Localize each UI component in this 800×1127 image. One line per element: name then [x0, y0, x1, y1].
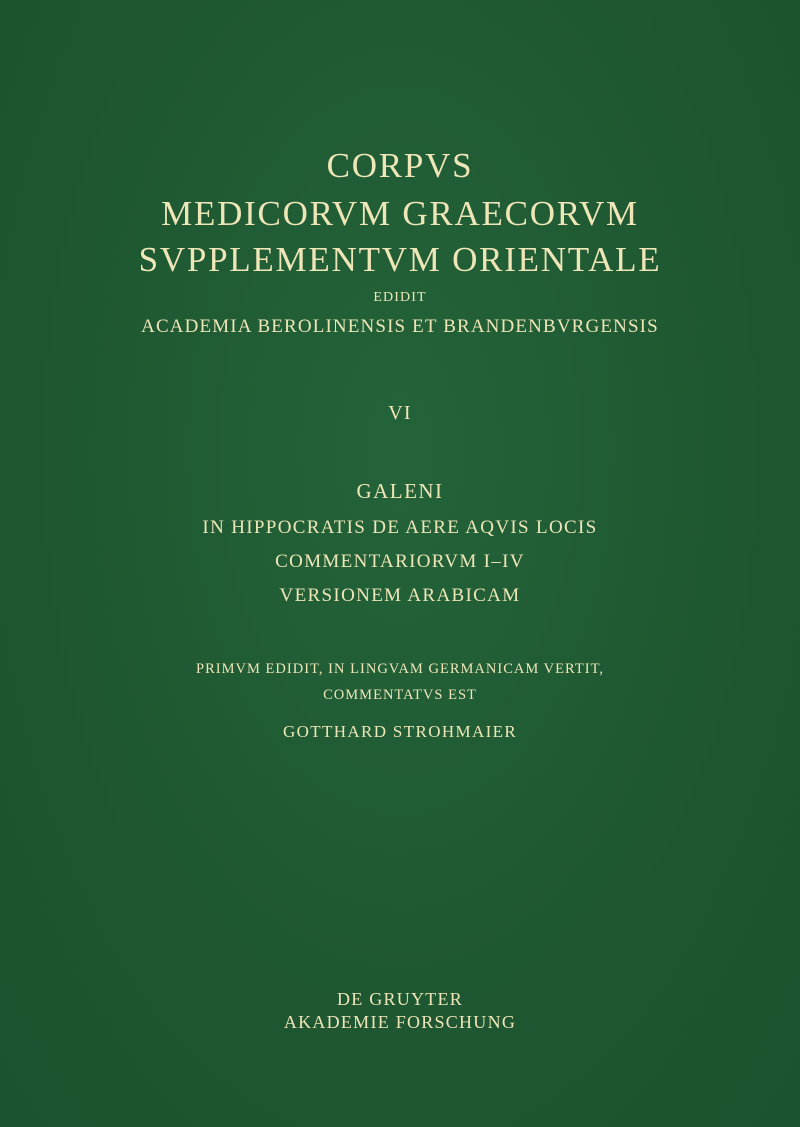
- series-title-line-2: MEDICORVM GRAECORVM: [161, 194, 639, 233]
- editor-note-line-1: PRIMVM EDIDIT, IN LINGVAM GERMANICAM VERTIT,: [195, 661, 605, 677]
- series-title-line-3: SVPPLEMENTVM ORIENTALE: [138, 240, 662, 279]
- academy-name: ACADEMIA BEROLINENSIS ET BRANDENBVRGENSIS: [141, 316, 659, 337]
- work-title-line-3: VERSIONEM ARABICAM: [279, 585, 521, 606]
- work-title-line-2: COMMENTARIORVM I–IV: [275, 551, 525, 572]
- author-name: GALENI: [356, 479, 444, 503]
- series-title-line-1: CORPVS: [326, 146, 474, 185]
- editor-name: GOTTHARD STROHMAIER: [282, 722, 518, 741]
- editor-note-line-2: COMMENTATVS EST: [323, 687, 477, 703]
- publisher-line-1: DE GRUYTER: [336, 989, 464, 1009]
- work-title-line-1: IN HIPPOCRATIS DE AERE AQVIS LOCIS: [202, 517, 598, 538]
- edidit-label: EDIDIT: [373, 290, 427, 305]
- publisher-line-2: AKADEMIE FORSCHUNG: [283, 1012, 517, 1032]
- volume-number: VI: [388, 402, 412, 424]
